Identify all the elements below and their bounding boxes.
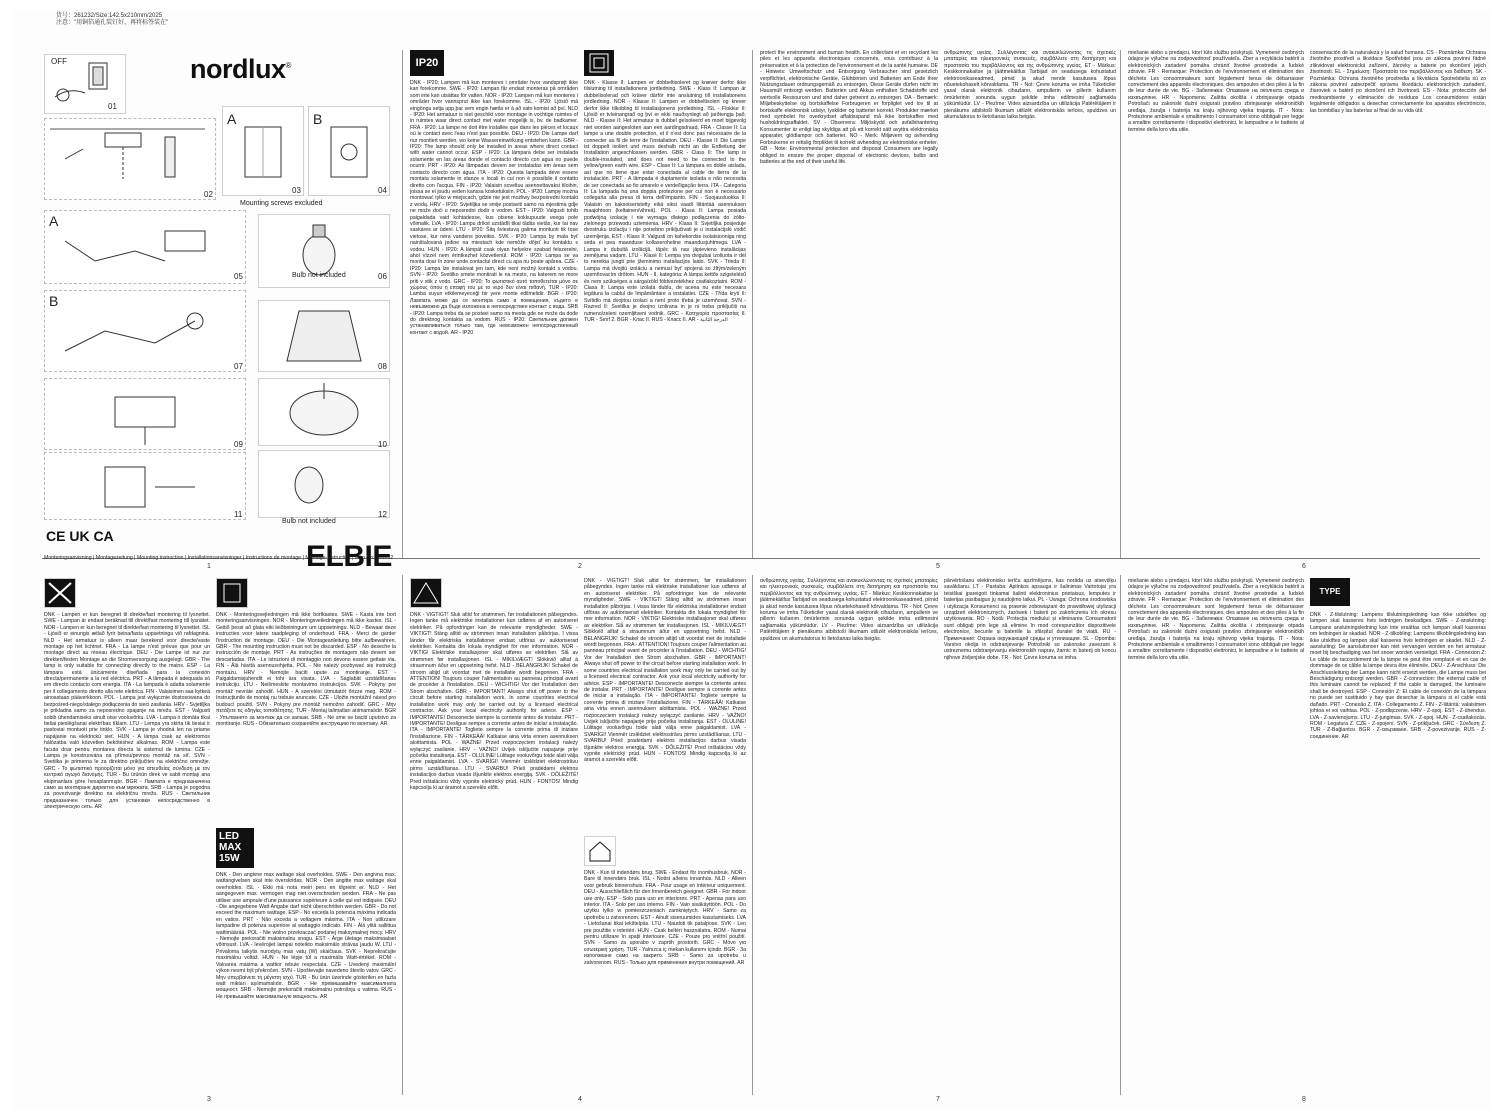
print-note-line-2: 注意："用铜箔通孔装钉好，再将标签装在" [56, 20, 169, 26]
step-05-number: 05 [234, 272, 243, 281]
no-dimmer-badge [44, 578, 76, 608]
row-b-letter: B [49, 293, 59, 309]
step-10-number: 10 [378, 440, 387, 449]
brand-name: nordlux [190, 54, 286, 84]
step-02-number: 02 [204, 190, 213, 199]
brand-mark: ® [285, 61, 291, 70]
screws-excluded-label: Mounting screws excluded [240, 200, 323, 207]
mount-plate-icon [45, 379, 245, 449]
manual-badge [216, 578, 248, 608]
step-09-figure [44, 378, 246, 450]
page-number-5: 5 [936, 563, 940, 570]
ceiling-bracket-icon [45, 119, 215, 199]
page6-text-right: conservación de la naturaleza y la salud humana. CS - Poznámka: Ochrana životního prostředí a likvidace Spotřebitel jsou ze zákona povinni řádně zlikvidovat elektronická zařízení, žárovky a baterie po skončení jejich životnosti. EL - Σημείωση: Προστασία του περιβάλλοντος και διάθεση. SK - Poznámka: Ochrana životného prostredia a likvidácia Spotrebitelia sú zo zákona povinní zabezpečiť správnu likvidáciu elektronických zariadení, žiaroviek a batérií po skončení ich životnosti. ES - Nota: protección del medioambiente y eliminación de residuos Los consumidores están legalmente obligados a desechar correctamente los aparatos electrónicos, las bombillas y las baterías al final de su vida útil. [1310, 50, 1486, 114]
page7-text-right: pārvērtošanu elektronisku ierīču apzīmējums, kas norāda uz atsevišķu savākšanu. LT - Pastaba: Aplinkos apsauga ir šalinimas Vartotojai yra teisiškai įpareigoti tinkamai šalinti elektroninius prietaisus, lemputes ir baterijas pasibaigus jų naudojimo laikui. PL - Uwaga: Ochrona środowiska i utylizacja Konsumenci są prawnie zobowiązani do prawidłowej utylizacji urządzeń elektronicznych, żarówek i baterii po zakończeniu ich okresu użytkowania. RO - Notă: Protecția mediului și eliminarea Consumatorii sunt obligați prin lege să elimine în mod corespunzător dispozitivele electronice, becurile și bateriile la sfârșitul duratei de viață. RU - Примечание: Охрана окружающей среды и утилизация. SL - Opomba: Varstvo okolja in odstranjevanje Potrošniki so zakonsko zavezani k ustreznemu odstranjevanju elektronskih naprav, žarnic in baterij ob koncu njihove življenjske dobe. TR - Not: Çevre koruma ve imha. [944, 578, 1116, 661]
page-number-6: 6 [1302, 563, 1306, 570]
step-06-number: 06 [378, 272, 387, 281]
z-connection-text: DNK - Z-tilslutning: Lampens tilslutningsledning kan ikke udskiftes og lampen skal kasseres hvis ledningen beskadiges. SWE - Z-anslutning: Lampans anslutningsledning kan inte ersättas och lampan skall kasseras om ledningen är skadad. NOR - Z-tilkobling: Lampens tilkoblingsledning kan ikke utskiftes og lampen skal kasseres hvis ledningen er skadet. NLD - Z-aansluiting: De aansluitsnoer kan niet vervangen worden en het armatuur moet bij beschadiging van het snoer worden vernietigd. FRA - Connexion Z: Le câble de raccordement de la lampe ne peut être remplacé et en cas de dommage de ce câble la lampe devra être éliminée. DEU - Z-Anschluss: Die Anschlussleitung der Lampe kann nicht ersetzt werden, die Lampe muss bei Beschädigung entsorgt werden. GBR - Z-connection: the external cable of this luminaire cannot be replaced; if the cable is damaged, the luminaire shall be destroyed. ESP - Conexión Z: El cable de conexión de la lámpara no puede ser sustituido y hay que desechar la lámpara si el cable está dañado. PRT - Conexão Z. ITA - Collegamento Z. FIN - Z-liitäntä: valaisimen johtoa ei voi vaihtaa. POL - Z-podłączenie. HRV - Z-spoj. EST - Z-ühendus. LVA - Z-savienojums. LTU - Z-jungimas. SVK - Z-spoj. HUN - Z-csatlakozás. ROM - Legatura Z. CZE - Z-spojení. SVN - Z-priključek. GRC - Σύνδεση Z. TUR - Z-Bağlantısı. BGR - Z-свързване. SRB - Z-povezivanje. RUS - Z-соединение. AR [1310, 612, 1486, 740]
fold-line-4 [402, 575, 403, 1095]
brand-logo [190, 54, 291, 85]
warning-icon [411, 579, 441, 607]
footer-line: Monteringsanvisning | Montagezeitung | Mounting instruction | Installationsanvisninger | Instructions de montage | Montage-instructies | Item No: 261232 [44, 555, 394, 561]
crossed-bin-icon [45, 579, 75, 607]
page5-text-right: ανθρώπινης υγείας. Συλλέγοντας και ανακυκλώνοντας τις σχετικές μπαταρίες και ηλεκτρονικές συσκευές, συμβάλλετε στη διατήρηση και προστασία του περιβάλλοντος και της ανθρώπινης υγείας. ET - Märkus: Keskkonnakaitse ja jäätmekäitlus Tarbijad on seadusega kohustatud elektroonikaseadmed, pirnid ja akud nende kasutusea lõpus nõuetekohaselt kõrvaldama. TR - Not: Çevre koruma ve imha Tüketiciler yasal olarak elektronik cihazların, ampullerin ve pillerin kullanım ömürlerinin sonunda uygun şekilde imha edilmesini sağlamakla yükümlüdür. LV - Piezīme: Vides aizsardzība un utilizācija Patērētājiem ir pienākums atbilstoši likumam utilizēt elektroniskās ierīces, spuldzes un akumulatorus to lietošanas laika beigās. [944, 50, 1116, 121]
led-max-text: DNK - Den angivne max wattage skal overholdes. SWE - Den angivna max. wattangivelsen skal inte överskridas. NOR - Den angitte max wattage skal overholdes. ISL - Ekki má nota meiri peru en tilgreint er. NLD - Het aangegeven max. vermogen mag niet overschreden worden. FRA - Ne pas utiliser une ampoule d'une puissance supérieure à celle qui est indiquée. DEU - Die angegebene Watt Angabe darf nicht überschritten werden. GBR - Do not exceed the maximum wattage. ESP - No exceda la potencia máxima indicada en vatios. PRT - Não exceda a voltagem máxima. ITA - Non utilizzare lampadine di potenza superiore al wattaggio indicato. FIN - Älä ylitä sallittua wattimäärää. POL - Nie wolno przekraczać podanej maksymalnej mocy. HRV - Nemojte prekoračiti maksimalnu snagu. EST - Ärge ületage maksimaalset võimsust. LVA - Ievērojiet lampai noteikto maksimālo strāvas jaudu W. LTU - Privaloma laikytis nurodytų max vatų (W) skaičiaus. SVK - Neprekračujte maximálnu voltáž. HUN - Ne lépje túl a maximális Watt-értéket. ROM - Valoarea maxima a wattior rebuie respectata. CZE - Uvedený maximální výkon nesmí být překročen. SVN - Upoštevajte navedeno število vatov. GRC - Μην υπερβαίνετε τη μέγιστη ισχύ. TUR - Bu ürün üzerinde gösterilen en fazla watt miktarı aşılmamalıdır. BGR - Не превишавайте максималната мощност. SRB - Nemojte prekoračiti maksimalnu potrošnju u vatima. RUS - Не превышайте максимальную мощность. AR [216, 872, 396, 1000]
page-number-8: 8 [1302, 1096, 1306, 1103]
step-05-figure [44, 210, 246, 284]
ip20-text: DNK - IP20: Lampen må kun monteres i områder hvor vandsprøjt ikke kan forekomme. SWE - IP20: Lampan får endast monteras på områden som inte kan utsättas för vatten. NOR - IP20: Lampen må kun monteres i områder hvor vannsprut ikke kan forekomme. ISL - IP20: Ljósið má eingöngu setja upp þar sem engin hætta er á að vatn komist að því. NLD - IP20: Het armatuur is niet geschikt voor montage in vochtige ruimtes of in ruimtes waar direct contact met water mogelijk is, bv. de badkamer. FRA - IP20: La lampe ne doit être installée que dans les pièces et locaux où le contact avec l'eau n'est pas possible. DEU - IP20: Die Lampe darf nur montiert werden, wo keine Wassereinwirkung entstehen kann. GBR - IP20: The lamp should only be installed in areas where direct contact with water cannot occur. ESP - IP20: La lámpara debe ser instalada solamente en las áreas donde el contacto directo con agua no puede ocurrir. PRT - IP20: As lâmpadas devem ser instaladas em áreas sem contacto directo com água. ITA - IP20: Questa lampada deve essere montata solamente in stanze e locali in cui non è possibile il contatto diretto con l'acqua. FIN - IP20: Valaisin soveltuu asennettavaksi tiloihin, joissa se ei joudu veden kanssa kosketuksiin. POL - IP20: Lampę można montować tylko w miejscach, gdzie nie jest możliwy bezpośredni kontakt z wodą. HRV - IP20: Svjetiljka se smije postaviti samo na mjestima gdje ne može doći u neposredni dodir s vodom. EST - IP20: Valgusti tohib paigaldada vaid kohtadesse, kus otsene kokkupuude veega pole võimalik. LVA - IP20: Lampu drīkst uzstādīt tikai tādās vietās, kur tai nav saskares ar ūdeni. LTU - IP20: Šitą šviestuvą galima montuoti tik tose vietose, kur nėra vandens poveikio. SVK - IP20: Lampa by mala byť nainštalovaná jedine na miestach kde nemôže dôjsť ku kontaktu s vodou. HUN - IP20: A lámpát csak olyan helyekre szabad felszerelni, ahol vízzel nem érintkezhet közvetlenül. ROM - IP20: Lampa se va monta doar în zone unde contactul direct cu apa nu poate apărea. CZE - IP20: Lampa lze instalovat jen tam, kde není možný kontakt s vodou. SVN - IP20: Svetilko smete montirati le na mesto, na katerem ne more priti v stik z vodo. GRC - IP20: Το φωτιστικό αυτό τοποθετείται μόνο σε χώρους όπου η επαφή του με το νερό δεν είναι πιθανή. TUR - IP20: Lamba suyun etkilemeyeceği bir yere monte edilmelidir. BGR - IP20: Лампата може да се монтира само в помещения, където е невъзможно да бъде изложена в непосредствен контакт с вода. SRB - IP20: Lampa treba da se postavi samo na mesta gde ne može da dođe do direktnog kontakta sa vodom. RUS - IP20: Светильник должен устанавливаться только там, где невозможен непосредственный контакт с водой. AR - IP20 [410, 80, 578, 336]
fold-line-3 [1120, 50, 1121, 558]
step-04-number: 04 [378, 186, 387, 195]
shade-fit-icon [259, 379, 389, 445]
page-number-1: 1 [207, 563, 211, 570]
step-01-number: 01 [108, 102, 117, 111]
option-b-letter: B [313, 111, 323, 127]
mains-text: DNK - Lampen er kun beregnet til direkte/fast montering til lysnettet. SWE - Lampan är endast beräknad till direkt/fast montering till lysnätet. NOR - Lampen er kun beregnet til direkte/fast montering til lysnettet. ISL - Ljósið er einungis ætlað fyrir beina/fasta uppsetningu við rafdagnina. NLD - Het armatuur is alleen maar berekend voor directe/vaste montage op het lichtnet. FRA - La lampe n'est prévue que pour un montage direct au réseau électrique. DEU - Die Lampe ist nur zur direkten/festen Montage an die Stromversorgung ausgelegt. GBR - The lamp is only suitable for connecting directly to the mains. ESP - La lámpara está únicamente diseñada para la conexión directa/permanente a la red eléctrica. PRT - A lâmpada é adequada só em directo contacto com energia. ITA - La lampada è adatta solamente per il collegamento diretto alla rete elettrica. FIN - Valaisimen saa kytkeä ainoastaan pääverkkoon. POL - Lampa jest wyłącznie dostosowana do bezpośred-niego/stałego podłączenia do sieci zasilania. HRV - Svjetiljka je prikladna samo za neposredno spajanje na mrežu. EST - Valgusti sobib ühendamiseks ainult otse vooluvõrku. LVA - Lampa ir domāta tikai tiešai pieslēgšanai elektrības tīklam. LTU - Lempa yra skirta tik tiesiai ir pastoviai montuoti prie tinklo. SVK - Lampa je vhodná len na priame napájanie na elektrickú sieť. HUN - A lámpa csak az elektromos hálózatba való közvetlen bekötéshez alkalmas. ROM - Lampa este facuta doar pentru montarea directa la sistemul de lumina. CZE - Lampa je konstruována na přímou/pevnou montáž na síť. SVN - Svetilka je primerna le za direktno priključitev na električno omrežje. GRC - Το φωτιστικό προορίζεται μόνο για απευθείας σύνδεση με τον κεντρικό αγωγό διανομής. TUR - Bu ürünün direk ve sabit montajı ana ekipmanlara göre hesaplanmıştır. BGR - Лампата е предназначена само за монтиране директно към мрежата. SRB - Lampa je pogodna za povezivanje direktno na električnu mrežu. RUS - Светильник предназначен только для установки непосредственно в электрическую сеть. AR [44, 612, 210, 811]
ip20-badge: IP20 [410, 50, 444, 76]
type-z-badge: TYPE [1310, 578, 1350, 606]
led-max-badge: LED MAX 15W [216, 828, 254, 868]
step-12-figure [258, 450, 390, 518]
page7-text-left: ανθρώπινης υγείας. Συλλέγοντας και ανακυκλώνοντας τις σχετικές μπαταρίες και ηλεκτρονικές συσκευές, συμβάλλετε στη διατήρηση και προστασία του περιβάλλοντος και της ανθρώπινης υγείας. ET - Märkus: Keskkonnakaitse ja jäätmekäitlus Tarbijad on seadusega kohustatud elektroonikaseadmed, pirnid ja akud nende kasutusea lõpus nõuetekohaselt kõrvaldama. TR - Not: Çevre koruma ve imha Tüketiciler yasal olarak elektronik cihazların, ampullerin ve pillerin kullanım ömürlerinin sonunda uygun şekilde imha edilmesini sağlamakla yükümlüdür. LV - Piezīme: Vides aizsardzība un utilizācija Patērētājiem ir pienākums atbilstoši likumam utilizēt elektroniskās ierīces, spuldzes un akumulatorus to lietošanas laika beigās. [760, 578, 938, 642]
power-off-badge [410, 578, 442, 608]
option-a-letter: A [227, 111, 237, 127]
compliance-marks: CE UK CA [46, 528, 114, 544]
safety-text-left: DNK - VIGTIGT! Sluk altid for strømmen, før installationen påbegyndes. Ingen tanke må elektriske installationer kun udføres af en autoriseret elektriker. På opfordringer kan de relevante myndigheder. SWE - VIKTIGT! Stäng alltid av strömmen innan installation påbörjas. I vissa länder får elektriska installationer endast utföras av auktoriserad elektriker. Kontakta din lokala myndighet för mer information. NOR - VIKTIG! Elektriske installasjoner skal utføres av elektriker. Slå av strømmen før installasjonen. ISL - MIKILVÆGT! Slökkvið alltaf á straumnum áður en uppsetning hefst. NLD - BELANGRIJK! Schakel de stroom altijd uit voordat met de installatie wordt begonnen. FRA - ATTENTION! Toujours couper l'alimentation au panneau principal avant de procéder à l'installation. DEU - WICHTIG! Vor der Installation den Strom abschalten. GBR - IMPORTANT! Always shut off power to the circuit before starting installation work. In some countries electrical installation work may only be carried out by a licensed electrical contractor. Ask your local electricity authority for advice. ESP - IMPORTANTE! Desconecte siempre la corriente antes de instalar. PRT - IMPORTANTE! Desligue sempre a corrente antes de iniciar a instalação. ITA - IMPORTANTE! Togliete sempre la corrente prima di iniziare l'installazione. FIN - TÄRKEÄÄ! Katkaise aina virta ennen asennuksen aloittamista. POL - WAŻNE! Przed rozpoczęciem instalacji należy wyłączyć zasilanie. HRV - VAŽNO! Uvijek isključite napajanje prije početka instaliranja. EST - OLULINE! Lülitage vooluvõrgu toide alati välja enne paigaldamist. LVA - SVARĪGI! Vienmēr izslēdziet elektrostrāvu pirms uzstādīšanas. LTU - SVARBU! Prieš pradėdami elektros instaliacijos darbus visada išjunkite elektros energiją. SVK - DÔLEŽITÉ! Pred inštaláciou vždy vypnite elektrický prúd. HUN - FONTOS! Mindig kapcsolja ki az áramot a szerelés előtt. [410, 612, 578, 791]
off-label: OFF [51, 57, 67, 66]
page-number-4: 4 [578, 1096, 582, 1103]
option-b-figure [308, 106, 390, 196]
indoor-badge [584, 836, 616, 866]
lamp-shade-icon [259, 301, 389, 371]
class-ii-text: DNK - Klasse II: Lampen er dobbeltisoleret og kræver derfor ikke tilslutning til installationens jordledning. SWE - Klass II: Lampan är dubbelisolerad och kräver därför inte anslutning till installationens jordledning. NOR - Klasse II: Lampen er dobbeltisolert og krever derfor ikke tilkobling til installasjonens jordledning. ISL - Flokkur II: Ljósið er tvíeinangrað og því er ekki nauðsynlegt að jarðtengja það. NLD - Klasse II: Het armatuur is dubbel geïsoleerd en moet bijgevolg niet worden aangesloten aan een aardingsdraad. FRA - Classe II: La lampe a une double protection, et il n'est donc pas nécessaire de la connecter au fil de terre de l'installation. DEU - Klasse II: Die Lampe ist doppelt isoliert und muss deshalb nicht an die Erdleitung der Installation angeschlossen werden. GBR - Class II: The lamp is double-insulated, and does not need to be connected to the yellow/green earth wire. ESP - Clase II: La lámpara es doble aislada, así que no tiene que estar conectada al cable de tierra de la instalación. PRT - A lâmpada é duplamente isolada e não necessita de ser conectada ao fio amarelo e verde/ligação terra. ITA - Categoria II: La lampada ha una doppia protezione per cui non è necessario collegarla alla presa di terra dell'impianto. FIN - Suojausluokka II: Valaisin on kaksoiseristetty eikä siksi vaadi liitäntää asennuksen maajohtoon (keltainen/vihreä). POL - Klasa II: Lampa posiada podwójną izolację i nie wymaga dlatego podłączenia do żółto-zielonego przewodu uziemienia. HRV - Klasa II: Svjetiljka posjeduje dvostruku izolaciju i nije potrebno priključivati je u instalacijski vodič uzemljenja. EST - Klass II: Valgusti on kahekordse isolatsiooniga ning seda ei pea maanduse kollaseroheline maandusjuhtmega. LVA - Lampa ir dubultā izolācijā, tāpēc tā nav jāpievieno instalācijas zemējuma vadam. LTU - Klasė II: Lempa yra dvigubai izoliuota ir dėl to nereikia jungti prie įžeminimo instaliacijos laido. SVK - Trieda II: Lampa má dvojitú izoláciu a nemusí byť spojená so žltým/zeleným uzemňovacím drôtom. HUN - II. kategória: A lámpa kettős szigetelésű és nem szükséges a sárga/zöld földvezetékhez csatlakoztatni. ROM - Clasa II: Lampa este izolata dublu, de aceea nu este necesara legătura la cablul de împământare a instalatiei. CZE - Třída krytí II: Svítidlo má dvojitou izolaci a není proto třeba je uzemňovat. SVN - Razred II: Svetilka je dvojno izolirana in je ni treba priključiti na rumeno/zeleni ozemljitveni vodnik. GRC - Κατηγορία προστασίας II. TUR - Sınıf 2. BGR - Клас II. RUS - Класс II. AR - الدرجة الثانية [584, 80, 746, 324]
step-08-figure [258, 300, 390, 372]
step-08-number: 08 [378, 362, 387, 371]
book-icon [217, 579, 247, 607]
page5-text-left: protect the environment and human health. En collectant et en recyclant les piles et les appareils électroniques concernés, vous contribuez à la préservation et à la protection de l'environnement et de la santé humaine. DE - Hinweis: Umweltschutz und Entsorgung Verbraucher sind gesetzlich verpflichtet, elektronische Geräte, Glühbirnen und Batterien am Ende ihrer Nutzungsdauer ordnungsgemäß zu entsorgen. Diese Geräte dürfen nicht im Hausmüll entsorgt werden. Batterien und Akkus enthalten Schadstoffe und wertvolle Ressourcen und sind daher getrennt zu entsorgen. DA - Bemærk: Miljøbeskyttelse og bortskaffelse Forbrugeren er forpligtet ved lov til at bortskaffe elektronisk udstyr, lyskilder og batterier korrekt. Produkter mærket med symbolet for overkrydset affaldsspand må ikke bortskaffes med husholdningsaffaldet. SV - Observera: Miljöskydd och avfallshantering Konsumenter är enligt lag skyldiga att på ett korrekt sätt avyttra elektroniska apparater, glödlampor och batterier. NO - Merk: Miljøvern og avhending Forbrukerne er rettslig forpliktet til korrekt avhending av elektroniske enheter. GB - Note: Environmental protection and disposal Consumers are legally obliged to ensure the proper disposal of electronic devices, bulbs and batteries at the end of their useful life. [760, 50, 938, 165]
step-11-number: 11 [234, 510, 243, 519]
class-ii-badge [584, 50, 614, 76]
step-11-figure [44, 452, 246, 520]
step-03-number: 03 [292, 186, 301, 195]
safety-text-right: DNK - VIGTIGT! Sluk altid for strømmen, før installationen påbegyndes. Ingen tanke må elektriske installationer kun udføres af en autoriseret elektriker. På opfordringer kan de relevante myndigheder. SWE - VIKTIGT! Stäng alltid av strömmen innan installation påbörjas. I vissa länder får elektriska installationer endast utföras av auktoriserad elektriker. Kontakta din lokala myndighet för mer information. NOR - VIKTIG! Elektriske installasjoner skal utføres av elektriker. Slå av strømmen før installasjonen. ISL - MIKILVÆGT! Slökkvið alltaf á straumnum áður en uppsetning hefst. NLD - BELANGRIJK! Schakel de stroom altijd uit voordat met de installatie wordt begonnen. FRA - ATTENTION! Toujours couper l'alimentation au panneau principal avant de procéder à l'installation. DEU - WICHTIG! Vor der Installation den Strom abschalten. GBR - IMPORTANT! Always shut off power to the circuit before starting installation work. In some countries electrical installation work may only be carried out by a licensed electrical contractor. Ask your local electricity authority for advice. ESP - IMPORTANTE! Desconecte siempre la corriente antes de instalar. PRT - IMPORTANTE! Desligue sempre a corrente antes de iniciar a instalação. ITA - IMPORTANTE! Togliete sempre la corrente prima di iniziare l'installazione. FIN - TÄRKEÄÄ! Katkaise aina virta ennen asennuksen aloittamista. POL - WAŻNE! Przed rozpoczęciem instalacji należy wyłączyć zasilanie. HRV - VAŽNO! Uvijek isključite napajanje prije početka instaliranja. EST - OLULINE! Lülitage vooluvõrgu toide alati välja enne paigaldamist. LVA - SVARĪGI! Vienmēr izslēdziet elektrostrāvu pirms uzstādīšanas. LTU - SVARBU! Prieš pradėdami elektros instaliacijos darbus visada išjunkite elektros energiją. SVK - DÔLEŽITÉ! Pred inštaláciou vždy vypnite elektrický prúd. HUN - FONTOS! Mindig kapcsolja ki az áramot a szerelés előtt. [584, 578, 746, 764]
bulb-not-included-1: Bulb not included [292, 272, 346, 279]
fold-line-5 [752, 575, 753, 1095]
indoor-text: DNK - Kun til indendørs brug. SWE - Endast för inomhusbruk. NOR - Bare til innendørs bruk. ISL - Notist aðeins innanhús. NLD - Alleen voor gebruik binnenshuis. FRA - Pour usage en intérieur uniquement. DEU - Ausschließlich für den Innenbereich geeignet. GBR - For indoor use only. ESP - Solo para uso en interiores. PRT - Apenas para uso interior. ITA - Solo per uso interno. FIN - Vain sisäkäyttöön. POL - Do użytku tylko w pomieszczeniach zamkniętych. HRV - Samo za upotrebu u zatvorenom. EST - Ainult siseruumides kasutamiseks. LVA - Lietošanai tikai iekštelpās. LTU - Naudoti tik patalpose. SVK - Len pre použitie v interiéri. HUN - Csak beltéri használatra. ROM - Numai pentru utilizare în spații interioare. CZE - Pouze pro vnitřní použití. SVN - Samo za uporabo v zaprtih prostorih. GRC - Μόνο για εσωτερική χρήση. TUR - Yalnızca iç mekan kullanımı içindir. BGR - За използване само на закрито. SRB - Samo za upotrebu u zatvorenom. RUS - Только для применения внутри помещений. AR [584, 870, 746, 966]
step-09-number: 09 [234, 440, 243, 449]
step-12-number: 12 [378, 510, 387, 519]
instruction-sheet [12, 10, 1490, 1110]
fold-line-1 [402, 50, 403, 558]
page8-text-left: miešanie alebo u predajcu, ktorí túto službu poskytujú. Vymenené osobných údajov je výlučne na zodpovednosť používateľa. Zber a recyklácia batérií a elektronických zariadení pomáha chrániť životné prostredie a ľudské zdravie. FR - Remarque: Protection de l'environnement et élimination des déchets Les consommateurs sont légalement tenus de débarrasser correctement des appareils électroniques, des ampoules et des piles à la fin de leur durée de vie. BG - Забележка: Опазване на околната среда и изхвърляне. HR - Napomena: Zaštita okoliša i zbrinjavanje otpada Potrošači su zakonski dužni osigurati pravilno zbrinjavanje elektroničkih uređaja, žarulja i baterija na kraju njihovog vijeka trajanja. IT - Nota: Protezione ambientale e smaltimento I consumatori sono obbligati per legge a smaltire correttamente i dispositivi elettronici, le lampadine e le batterie al termine della loro vita utile. [1128, 578, 1304, 661]
step-07-figure [44, 290, 246, 372]
double-insulation-icon [584, 50, 614, 76]
fold-line-6 [1120, 575, 1121, 1095]
house-icon [585, 837, 615, 865]
print-note-line-1: 货号：261232/Size:142.5x210mm/2025 [56, 13, 163, 19]
bulb-not-included-2: Bulb not included [282, 518, 336, 525]
step-02-figure [44, 118, 216, 200]
page-number-2: 2 [578, 563, 582, 570]
cable-route-icon [45, 291, 245, 371]
bulb-icon [259, 451, 389, 517]
page6-text-left: miešanie alebo u predajcu, ktorí túto službu poskytujú. Vymenené osobných údajov je výlučne na zodpovednosť používateľa. Zber a recyklácia batérií a elektronických zariadení pomáha chrániť životné prostredie a ľudské zdravie. FR - Remarque: Protection de l'environnement et élimination des déchets Les consommateurs sont légalement tenus de débarrasser correctement des appareils électroniques, des ampoules et des piles à la fin de leur durée de vie. BG - Забележка: Опазване на околната среда и изхвърляне. HR - Napomena: Zaštita okoliša i zbrinjavanje otpada Potrošači su zakonski dužni osigurati pravilno zbrinjavanje elektroničkih uređaja, žarulja i baterija na kraju njihovog vijeka trajanja. IT - Nota: Protezione ambientale e smaltimento I consumatori sono obbligati per legge a smaltire correttamente i dispositivi elettronici, le lampadine e le batterie al termine della loro vita utile. [1128, 50, 1304, 133]
cable-connection-icon [45, 211, 245, 283]
fold-line-2 [752, 50, 753, 558]
print-note [56, 13, 168, 27]
fixing-icon [45, 453, 245, 519]
manual-text: DNK - Monteringsvejledningen må ikke bortkastes. SWE - Kasta inte bort monteringsanvisningen. NOR - Monteringsveiledningen må ikke kastes. ISL - Geitið þessi að glata eiki leiðbeiningum um uppsetningu. NLD - Bewaar deze instructies voor latere raadpleging of onderhoud. FRA - Merci de garder l'instruction de montage. DEU - Die Montageanleitung bitte aufbewahren. GBR - The mounting instruction must not be discarded. ESP - No deseche la instrucción de montaje. PRT - As instruções de montagem não devem ser descartadas. ITA - Le istruzioni di montaggio non devono essere gettate via. FIN - Älä hävitä asennusohjetta. POL - Nie należy pozbywać się instrukcji montażu. HRV - Nemojte baciti upute za montiranje. EST - Paigaldamisjuhendit ei tohi ära visata. LVA - Saglabāt uzstādīšanas instrukciju. LTU - Neišmeskite montavimo instrukcijos. SVK - Pokyny pre montáž nevráte zahodiť. HUN - A szerelési útmutatót őrizze meg. ROM - Instrucțiunile de montaj nu trebuie aruncate. CZE - Uložte montážní návod pro budoucí použití. SVN - Pokyny pre montáž nemožno zahodiť. GRC - Μην πετάξετε τις οδηγίες τοποθέτησης. TUR - Montaj talimatları atılmamalıdır. BGR - Упътването за монтаж да се запази. SRB - Ne sme se baciti uputstvo za montiranje. RUS - Обязательно сохраняйте инструкцию по монтажу. AR [216, 612, 396, 727]
step-10-figure [258, 378, 390, 446]
row-a-letter: A [49, 213, 59, 229]
option-a-figure [222, 106, 304, 196]
step-07-number: 07 [234, 362, 243, 371]
page-number-3: 3 [207, 1096, 211, 1103]
product-name: ELBIE [306, 540, 392, 573]
page-number-7: 7 [936, 1096, 940, 1103]
